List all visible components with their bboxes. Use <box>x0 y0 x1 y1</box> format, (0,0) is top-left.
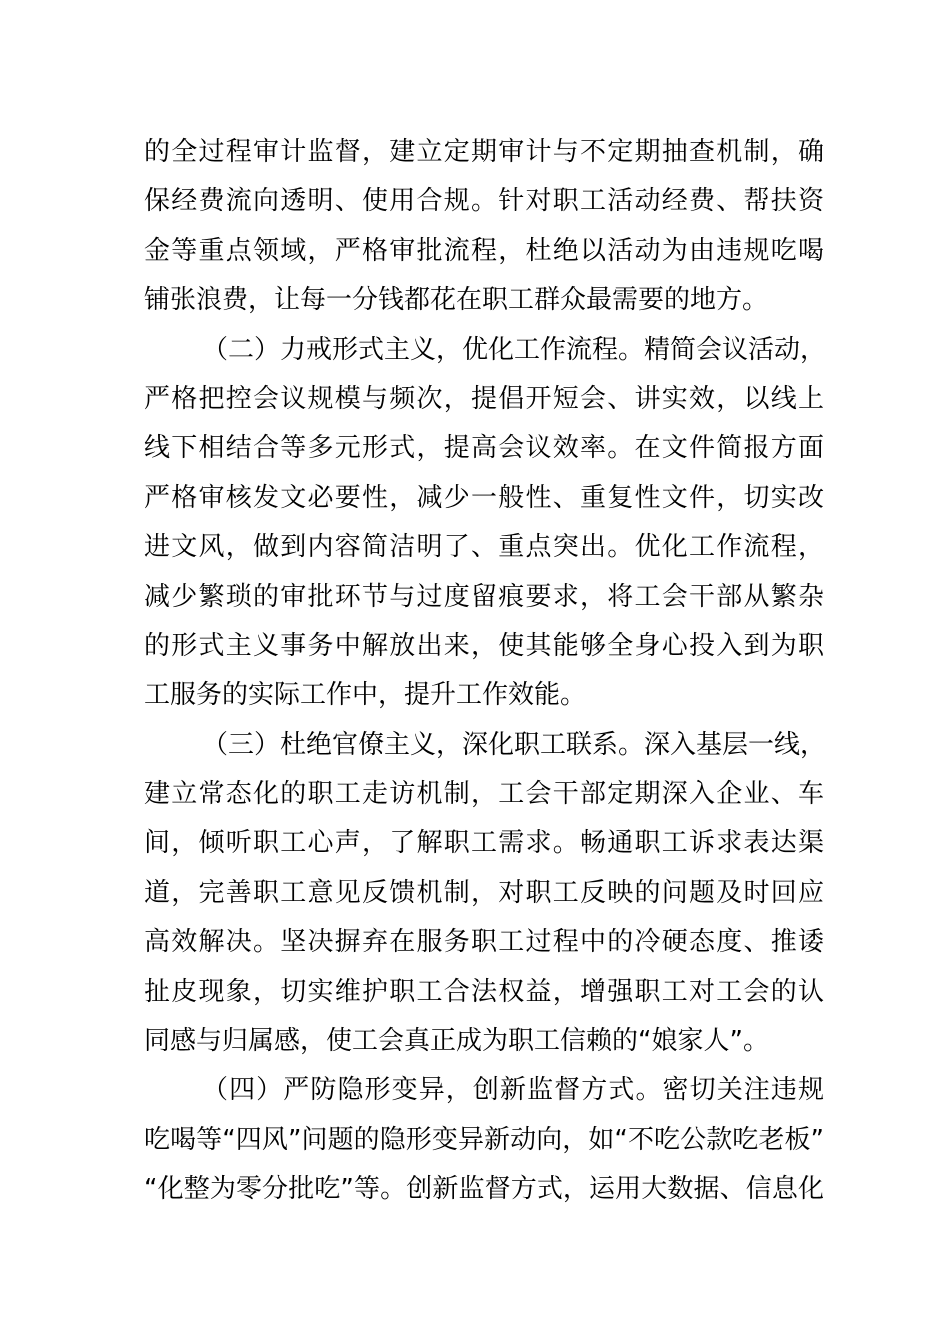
text-line: 的形式主义事务中解放出来，使其能够全身心投入到为职 <box>144 630 824 661</box>
text-line: 金等重点领域，严格审批流程，杜绝以活动为由违规吃喝 <box>144 235 824 266</box>
text-line: 严格审核发文必要性，减少一般性、重复性文件，切实改 <box>144 482 824 513</box>
text-line: 减少繁琐的审批环节与过度留痕要求，将工会干部从繁杂 <box>144 581 824 612</box>
text-line: 工服务的实际工作中，提升工作效能。 <box>144 680 587 711</box>
text-line: （二）力戒形式主义，优化工作流程。精简会议活动， <box>202 334 827 365</box>
text-line: 道，完善职工意见反馈机制，对职工反映的问题及时回应 <box>144 877 824 908</box>
text-line: 铺张浪费，让每一分钱都花在职工群众最需要的地方。 <box>144 285 769 316</box>
text-line: 保经费流向透明、使用合规。针对职工活动经费、帮扶资 <box>144 186 824 217</box>
text-line: 的全过程审计监督，建立定期审计与不定期抽查机制，确 <box>144 137 824 167</box>
text-line: 同感与归属感，使工会真正成为职工信赖的“娘家人”。 <box>144 1026 769 1057</box>
text-line: 建立常态化的职工走访机制，工会干部定期深入企业、车 <box>144 779 824 810</box>
text-line: 扯皮现象，切实维护职工合法权益，增强职工对工会的认 <box>144 976 824 1007</box>
text-line: 间，倾听职工心声，了解职工需求。畅通职工诉求表达渠 <box>144 828 824 859</box>
text-line: “化整为零分批吃”等。创新监督方式，运用大数据、信息化 <box>144 1174 824 1205</box>
text-line: （三）杜绝官僚主义，深化职工联系。深入基层一线， <box>202 729 827 760</box>
text-line: （四）严防隐形变异，创新监督方式。密切关注违规 <box>202 1075 824 1106</box>
text-line: 严格把控会议规模与频次，提倡开短会、讲实效，以线上 <box>144 383 824 414</box>
text-line: 吃喝等“四风”问题的隐形变异新动向，如“不吃公款吃老板” <box>144 1124 824 1155</box>
text-line: 进文风，做到内容简洁明了、重点突出。优化工作流程， <box>144 532 824 563</box>
text-line: 高效解决。坚决摒弃在服务职工过程中的冷硬态度、推诿 <box>144 927 824 958</box>
text-line: 线下相结合等多元形式，提高会议效率。在文件简报方面 <box>144 433 824 464</box>
body-text <box>144 128 827 1215</box>
